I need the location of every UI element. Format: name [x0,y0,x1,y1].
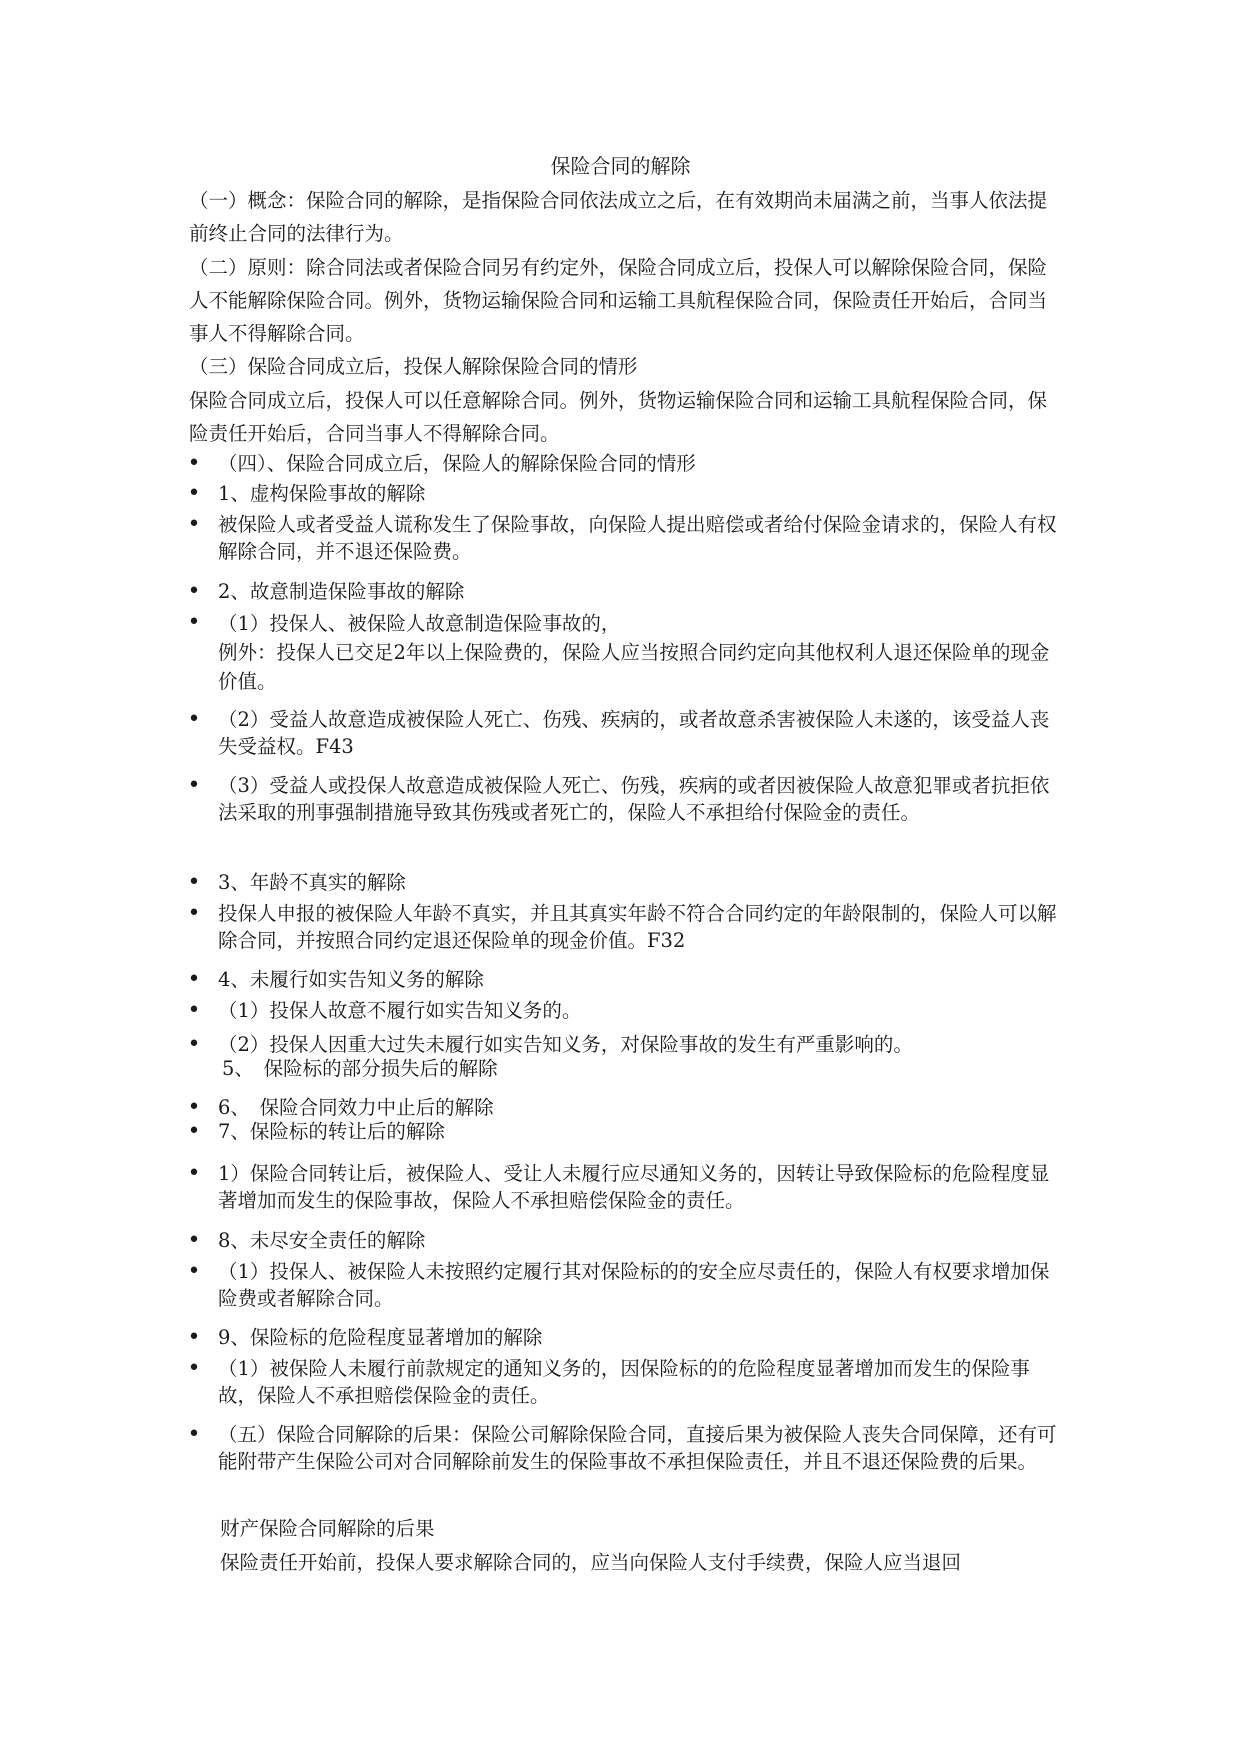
bullet-icon: • [187,512,201,537]
list-item-text: 被保险人或者受益人谎称发生了保险事故，向保险人提出赔偿或者给付保险金请求的，保险人有权解除合同，并不退还保险费。 [218,513,1057,563]
list-item-consequences [187,1421,1060,1475]
bullet-icon: • [187,901,201,926]
bullet-icon: • [187,1259,201,1284]
list-item-transfer [187,1118,1060,1145]
list-item-text: 8、未尽安全责任的解除 [218,1229,426,1252]
bullet-icon: • [187,610,201,635]
list-item-text: 2、故意制造保险事故的解除 [218,580,465,603]
bullet-icon: • [187,707,201,732]
list-item-text: （1）投保人、被保险人故意制造保险事故的， [218,612,621,635]
bullet-icon: • [187,1095,201,1120]
list-item-transfer-detail [187,1160,1060,1214]
list-item-safety-detail [187,1258,1060,1312]
list-item-beneficiary-intent [187,706,1060,760]
list-item-text: 9、保险标的危险程度显著增加的解除 [218,1326,543,1349]
list-item-safety [187,1227,1060,1254]
bullet-icon: • [187,773,201,798]
list-item-text: （3）受益人或投保人故意造成被保险人死亡、伤残，疾病的或者因被保险人故意犯罪或者抗拒依法采取的刑事强制措施导致其伤残或者死亡的，保险人不承担给付保险金的责任。 [218,774,1050,824]
list-item-exception-text: 例外：投保人已交足2年以上保险费的，保险人应当按照合同约定向其他权利人退还保险单的现金价值。 [218,641,1050,693]
list-item-text: （1）被保险人未履行前款规定的通知义务的，因保险标的的危险程度显著增加而发生的保险事故，保险人不承担赔偿保险金的责任。 [218,1357,1030,1407]
list-item-text: （五）保险合同解除的后果：保险公司解除保险合同，直接后果为被保险人丧失合同保障，还有可能附带产生保险公司对合同解除前发生的保险事故不承担保险责任，并且不退还保险费的后果。 [218,1423,1057,1473]
list-item-text: 1）保险合同转让后，被保险人、受让人未履行应尽通知义务的，因转让导致保险标的危险程度显著增加而发生的保险事故，保险人不承担赔偿保险金的责任。 [218,1162,1050,1212]
paragraph-heading-three: （三）保险合同成立后，投保人解除保险合同的情形 [189,355,638,378]
document-title: 保险合同的解除 [550,154,691,178]
bullet-icon: • [187,579,201,604]
list-item-text: （2）受益人故意造成被保险人死亡、伤残、疾病的，或者故意杀害被保险人未遂的，该受益人丧失受益权。F43 [218,708,1050,758]
list-item-text: （四）、保险合同成立后，保险人的解除保险合同的情形 [218,452,696,475]
paragraph-property-consequence: 保险责任开始前，投保人要求解除合同的，应当向保险人支付手续费，保险人应当退回 [220,1551,962,1574]
list-item-text: 1、虚构保险事故的解除 [218,482,426,505]
bullet-icon: • [187,451,201,476]
list-item-intentional-accident [187,578,1060,605]
list-item-beneficiary-or-policyholder [187,772,1060,826]
list-item-disclosure [187,966,1060,993]
list-item-text: 3、年龄不真实的解除 [218,871,406,894]
subheading-property-insurance: 财产保险合同解除的后果 [220,1517,435,1540]
list-item-text: 7、保险标的转让后的解除 [218,1120,445,1143]
bullet-icon: • [187,870,201,895]
item-partial-loss: 5、 保险标的部分损失后的解除 [222,1057,498,1080]
list-item-risk-increase-detail [187,1355,1060,1409]
list-item-false-claim [187,511,1060,565]
list-item-text: 4、未履行如实告知义务的解除 [218,968,484,991]
paragraph-policyholder-termination: 保险合同成立后，投保人可以任意解除合同。例外，货物运输保险合同和运输工具航程保险合同，保险责任开始后，合同当事人不得解除合同。 [189,389,1048,445]
bullet-icon: • [187,1161,201,1186]
list-item-disclosure-1 [187,997,1060,1024]
list-item-suspension [187,1094,1060,1121]
bullet-icon: • [187,1422,201,1447]
list-item-text: 投保人申报的被保险人年龄不真实，并且其真实年龄不符合合同约定的年龄限制的，保险人可以解除合同，并按照合同约定退还保险单的现金价值。F32 [218,902,1057,952]
bullet-icon: • [187,1032,201,1057]
list-item-age-untrue [187,869,1060,896]
bullet-icon: • [187,998,201,1023]
list-item-fictitious-accident [187,480,1060,507]
list-item-text: 6、 保险合同效力中止后的解除 [218,1096,494,1119]
list-item-text: （1）投保人、被保险人未按照约定履行其对保险标的的安全应尽责任的，保险人有权要求增加保险费或者解除合同。 [218,1260,1050,1310]
bullet-icon: • [187,1356,201,1381]
bullet-icon: • [187,1119,201,1144]
list-item-text: （1）投保人故意不履行如实告知义务的。 [218,999,582,1022]
list-item-text: （2）投保人因重大过失未履行如实告知义务，对保险事故的发生有严重影响的。 [218,1033,913,1056]
bullet-icon: • [187,1325,201,1350]
list-item-age-detail [187,900,1060,954]
bullet-icon: • [187,481,201,506]
paragraph-concept: （一）概念：保险合同的解除，是指保险合同依法成立之后，在有效期尚未届满之前，当事人依法提前终止合同的法律行为。 [189,189,1048,245]
list-item-risk-increase [187,1324,1060,1351]
paragraph-principle: （二）原则：除合同法或者保险合同另有约定外，保险合同成立后，投保人可以解除保险合同，保险人不能解除保险合同。例外，货物运输保险合同和运输工具航程保险合同，保险责任开始后，合同当事人不得解除合同。 [189,256,1048,345]
list-item-intentional-1 [187,609,1060,696]
bullet-icon: • [187,1228,201,1253]
bullet-icon: • [187,967,201,992]
list-item-heading-four [187,450,1060,477]
